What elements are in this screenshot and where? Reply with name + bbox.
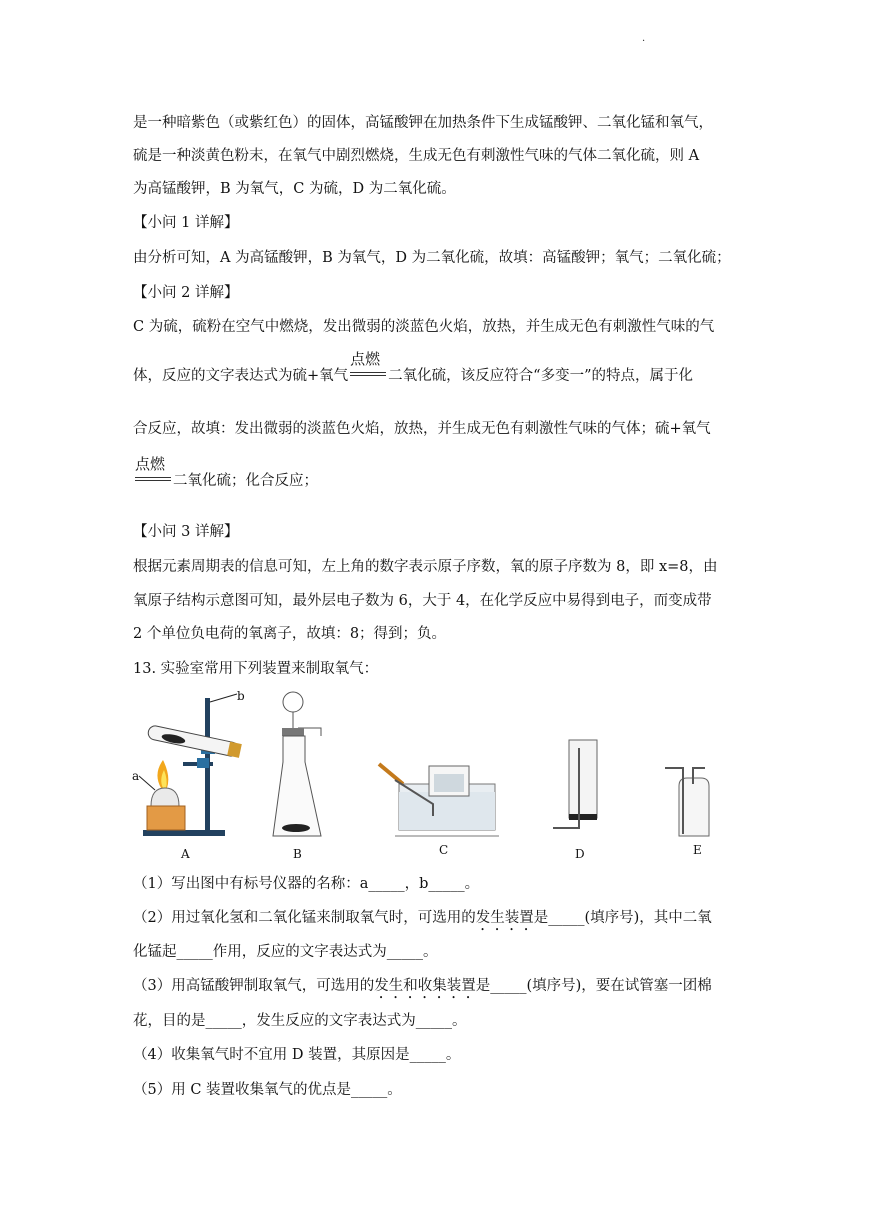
paragraph-line: 为高锰酸钾，B 为氧气，C 为硫，D 为二氧化硫。	[133, 181, 456, 197]
apparatus-c	[379, 764, 499, 857]
apparatus-label-d: D	[575, 847, 585, 861]
apparatus-a	[132, 689, 245, 861]
equation-text: 二氧化硫，该反应符合“多变一”的特点，属于化	[388, 368, 693, 384]
subquestion-5: （5）用 C 装置收集氧气的优点是_____。	[133, 1082, 402, 1098]
emphasized-text: 发生装置	[475, 910, 534, 926]
text-segment: 是_____(填序号)，要在试管塞一团棉	[475, 978, 712, 994]
section-heading-q2: 【小问 2 详解】	[133, 285, 239, 301]
reaction-condition: 点燃	[135, 455, 166, 473]
page-dot-mark: ·	[642, 36, 646, 47]
subquestion-3-line2: 花，目的是_____，发生反应的文字表达式为_____。	[133, 1013, 467, 1029]
apparatus-b	[273, 692, 321, 861]
apparatus-label-b: B	[293, 847, 302, 861]
apparatus-label-e: E	[693, 843, 702, 857]
subquestion-2-line2: 化锰起_____作用，反应的文字表达式为_____。	[133, 944, 438, 960]
equation-text: 二氧化硫；化合反应；	[173, 473, 318, 489]
pointer-label-b: b	[237, 689, 245, 703]
section-heading-q1: 【小问 1 详解】	[133, 215, 239, 231]
lab-apparatus-figure	[133, 688, 733, 868]
paragraph-line: 由分析可知，A 为高锰酸钾，B 为氧气，D 为二氧化硫，故填：高锰酸钾；氧气；二氧化硫；	[133, 250, 731, 266]
apparatus-e	[665, 768, 709, 857]
text-segment: （2）用过氧化氢和二氧化锰来制取氧气时，可选用的	[133, 910, 476, 926]
paragraph-line: 合反应，故填：发出微弱的淡蓝色火焰，放热，并生成无色有刺激性气味的气体；硫+氧气	[133, 421, 711, 437]
paragraph-line: 根据元素周期表的信息可知，左上角的数字表示原子序数，氧的原子序数为 8，即 x=8，由	[133, 559, 718, 575]
emphasized-text: 发生和收集装置	[374, 978, 476, 994]
subquestion-3-line1	[133, 976, 712, 1002]
paragraph-line: 硫是一种淡黄色粉末，在氧气中剧烈燃烧，生成无色有刺激性气味的气体二氧化硫，则 A	[133, 148, 700, 164]
paragraph-line-equation	[133, 350, 693, 386]
problem-13-title: 13. 实验室常用下列装置来制取氧气：	[133, 661, 379, 677]
reaction-arrow	[135, 455, 171, 491]
apparatus-label-a: A	[181, 847, 190, 861]
paragraph-line-equation	[133, 455, 318, 491]
apparatus-label-c: C	[439, 843, 449, 857]
section-heading-q3: 【小问 3 详解】	[133, 524, 239, 540]
pointer-label-a: a	[132, 769, 140, 783]
text-segment: （3）用高锰酸钾制取氧气，可选用的	[133, 978, 375, 994]
apparatus-diagram	[133, 688, 733, 868]
subquestion-2-line1	[133, 908, 712, 934]
equation-text: 体，反应的文字表达式为硫+氧气	[133, 368, 349, 384]
subquestion-1: （1）写出图中有标号仪器的名称：a_____，b_____。	[133, 876, 480, 892]
reaction-condition: 点燃	[350, 350, 381, 368]
reaction-arrow	[350, 350, 386, 386]
subquestion-4: （4）收集氧气时不宜用 D 装置，其原因是_____。	[133, 1047, 461, 1063]
apparatus-d	[553, 740, 597, 861]
paragraph-line: 是一种暗紫色（或紫红色）的固体，高锰酸钾在加热条件下生成锰酸钾、二氧化锰和氧气，	[133, 115, 713, 131]
paragraph-line: 氧原子结构示意图可知，最外层电子数为 6，大于 4，在化学反应中易得到电子，而变成带	[133, 593, 712, 609]
text-segment: 是_____(填序号)，其中二氧	[533, 910, 712, 926]
paragraph-line: C 为硫，硫粉在空气中燃烧，发出微弱的淡蓝色火焰，放热，并生成无色有刺激性气味的气	[133, 319, 715, 335]
paragraph-line: 2 个单位负电荷的氧离子，故填：8；得到；负。	[133, 626, 447, 642]
